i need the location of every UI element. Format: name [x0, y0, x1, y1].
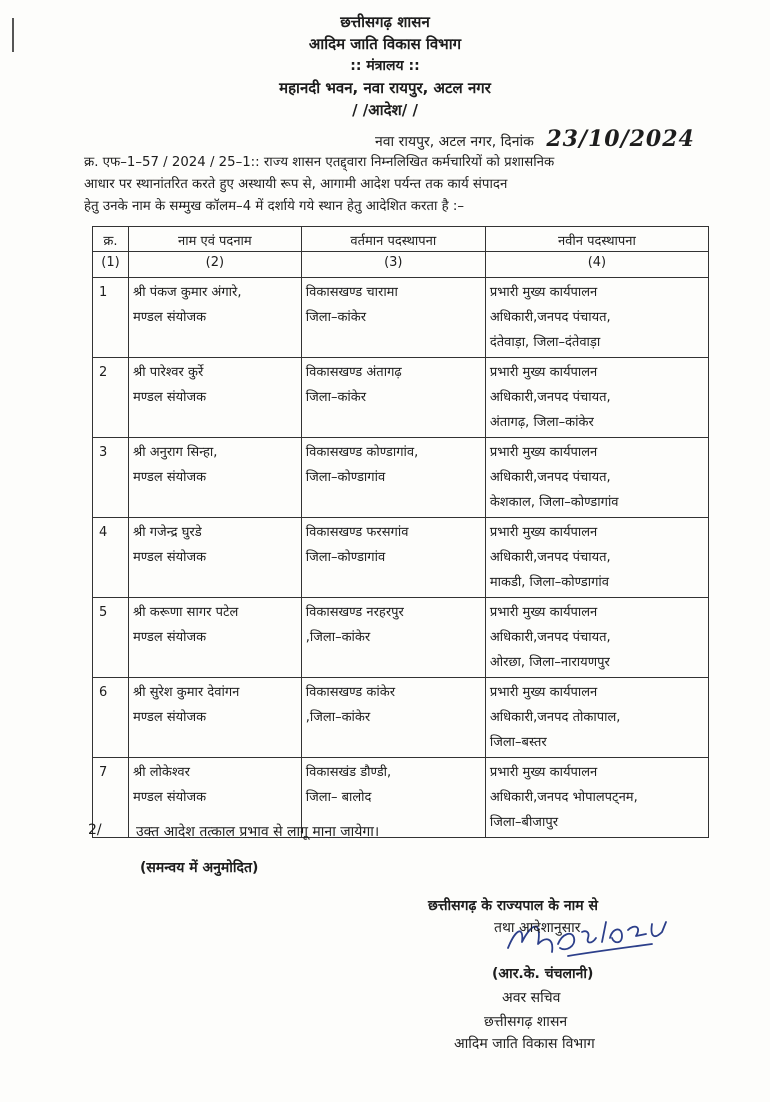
- row-name-cell: [128, 678, 301, 758]
- paragraph-2-number: 2/: [88, 822, 102, 838]
- col-number-4: (4): [485, 252, 708, 278]
- new-location: केशकाल, जिला–कोण्डागांव: [489, 495, 619, 510]
- row-sno: 3: [93, 438, 129, 518]
- new-location: जिला–बीजापुर: [489, 815, 559, 830]
- row-sno: 2: [93, 358, 129, 438]
- govt-title: छत्तीसगढ़ शासन: [340, 13, 430, 31]
- department-title: आदिम जाति विकास विभाग: [308, 35, 462, 53]
- row-name-cell: [128, 598, 301, 678]
- order-line-1: क्र. एफ–1–57 / 2024 / 25–1:: राज्य शासन एतद्द्वारा निम्नलिखित कर्मचारियों को प्रशासनिक: [84, 155, 555, 170]
- new-location: ओरछा, जिला–नारायणपुर: [489, 655, 610, 670]
- current-block: विकासखण्ड कोण्डागांव,: [305, 445, 419, 460]
- employee-designation: मण्डल संयोजक: [132, 630, 207, 645]
- new-office: अधिकारी,जनपद पंचायत,: [489, 550, 611, 565]
- employee-name: श्री पंकज कुमार अंगारे,: [132, 285, 242, 300]
- row-new-cell: [485, 598, 708, 678]
- signatory-government: छत्तीसगढ़ शासन: [484, 1014, 568, 1030]
- row-current-cell: [301, 358, 485, 438]
- signatory-name: (आर.के. चंचलानी): [492, 966, 594, 982]
- header-name: नाम एवं पदनाम: [128, 227, 301, 252]
- current-block: विकासखण्ड चारामा: [305, 285, 398, 300]
- employee-name: श्री करूणा सागर पटेल: [132, 605, 239, 620]
- row-sno: 7: [93, 758, 129, 838]
- new-post: प्रभारी मुख्य कार्यपालन: [489, 765, 598, 780]
- employee-designation: मण्डल संयोजक: [132, 390, 207, 405]
- new-location: माकडी, जिला–कोण्डागांव: [489, 575, 609, 590]
- order-line-3: हेतु उनके नाम के सम्मुख कॉलम–4 में दर्शाये गये स्थान हेतु आदेशित करता है :–: [84, 199, 465, 214]
- employee-name: श्री सुरेश कुमार देवांगन: [132, 685, 240, 700]
- new-post: प्रभारी मुख्य कार्यपालन: [489, 685, 598, 700]
- new-office: अधिकारी,जनपद पंचायत,: [489, 390, 611, 405]
- table-row: [93, 358, 709, 438]
- new-post: प्रभारी मुख्य कार्यपालन: [489, 525, 598, 540]
- new-location: जिला–बस्तर: [489, 735, 547, 750]
- col-number-1: (1): [93, 252, 129, 278]
- table-row: [93, 278, 709, 358]
- employee-designation: मण्डल संयोजक: [132, 310, 207, 325]
- table-row: [93, 438, 709, 518]
- current-block: विकासखण्ड कांकेर: [305, 685, 396, 700]
- transfer-table: [92, 226, 709, 838]
- row-name-cell: [128, 278, 301, 358]
- row-new-cell: [485, 358, 708, 438]
- address-line: महानदी भवन, नवा रायपुर, अटल नगर: [279, 79, 491, 97]
- handwritten-date: 23/10/2024: [546, 126, 695, 152]
- row-new-cell: [485, 518, 708, 598]
- approval-note: (समन्वय में अनुमोदित): [140, 860, 259, 876]
- row-new-cell: [485, 278, 708, 358]
- order-line-2: आधार पर स्थानांतरित करते हुए अस्थायी रूप से, आगामी आदेश पर्यन्त तक कार्य संपादन: [84, 177, 508, 192]
- signatory-department: आदिम जाति विकास विभाग: [454, 1036, 595, 1052]
- table-row: [93, 598, 709, 678]
- row-sno: 6: [93, 678, 129, 758]
- row-current-cell: [301, 598, 485, 678]
- row-new-cell: [485, 438, 708, 518]
- header-sno: क्र.: [93, 227, 129, 252]
- new-post: प्रभारी मुख्य कार्यपालन: [489, 365, 598, 380]
- new-location: दंतेवाड़ा, जिला–दंतेवाड़ा: [489, 335, 601, 350]
- order-authority-line: तथा आदेशानुसार: [494, 920, 581, 936]
- row-name-cell: [128, 438, 301, 518]
- header-new-posting: नवीन पदस्थापना: [485, 227, 708, 252]
- order-heading: / /आदेश/ /: [352, 101, 418, 119]
- row-current-cell: [301, 678, 485, 758]
- current-block: विकासखण्ड फरसगांव: [305, 525, 409, 540]
- table-row: [93, 678, 709, 758]
- dateline-place: नवा रायपुर, अटल नगर, दिनांक: [375, 134, 534, 150]
- new-office: अधिकारी,जनपद पंचायत,: [489, 630, 611, 645]
- current-district: जिला–कांकेर: [305, 310, 367, 325]
- current-district: ,जिला–कांकेर: [305, 630, 371, 645]
- new-office: अधिकारी,जनपद पंचायत,: [489, 470, 611, 485]
- new-post: प्रभारी मुख्य कार्यपालन: [489, 285, 598, 300]
- current-block: विकासखंड डौण्डी,: [305, 765, 392, 780]
- row-sno: 5: [93, 598, 129, 678]
- table-header-row: [93, 227, 709, 252]
- current-district: जिला–कोण्डागांव: [305, 550, 386, 565]
- new-location: अंतागढ़, जिला–कांकेर: [489, 415, 594, 430]
- current-district: ,जिला–कांकेर: [305, 710, 371, 725]
- employee-name: श्री अनुराग सिन्हा,: [132, 445, 218, 460]
- row-current-cell: [301, 438, 485, 518]
- current-block: विकासखण्ड अंतागढ़: [305, 365, 402, 380]
- new-office: अधिकारी,जनपद भोपालपट्नम,: [489, 790, 638, 805]
- employee-designation: मण्डल संयोजक: [132, 710, 207, 725]
- row-new-cell: [485, 678, 708, 758]
- header-current-posting: वर्तमान पदस्थापना: [301, 227, 485, 252]
- col-number-3: (3): [301, 252, 485, 278]
- row-sno: 4: [93, 518, 129, 598]
- employee-name: श्री पारेश्वर कुर्रे: [132, 365, 204, 380]
- signatory-designation: अवर सचिव: [502, 990, 561, 1006]
- row-current-cell: [301, 278, 485, 358]
- employee-name: श्री लोकेश्वर: [132, 765, 190, 780]
- new-office: अधिकारी,जनपद पंचायत,: [489, 310, 611, 325]
- current-district: जिला–कांकेर: [305, 390, 367, 405]
- table-column-number-row: [93, 252, 709, 278]
- row-name-cell: [128, 518, 301, 598]
- paragraph-2-text: उक्त आदेश तत्काल प्रभाव से लागू माना जायेगा।: [136, 824, 380, 840]
- row-sno: 1: [93, 278, 129, 358]
- governor-line: छत्तीसगढ़ के राज्यपाल के नाम से: [428, 898, 598, 914]
- new-office: अधिकारी,जनपद तोकापाल,: [489, 710, 621, 725]
- current-block: विकासखण्ड नरहरपुर: [305, 605, 404, 620]
- order-paragraph: [84, 152, 716, 218]
- current-district: जिला–कोण्डागांव: [305, 470, 386, 485]
- new-post: प्रभारी मुख्य कार्यपालन: [489, 605, 598, 620]
- current-district: जिला– बालोद: [305, 790, 372, 805]
- col-number-2: (2): [128, 252, 301, 278]
- ministry-label: :: मंत्रालय ::: [350, 58, 420, 74]
- row-name-cell: [128, 358, 301, 438]
- employee-designation: मण्डल संयोजक: [132, 790, 207, 805]
- employee-designation: मण्डल संयोजक: [132, 550, 207, 565]
- employee-designation: मण्डल संयोजक: [132, 470, 207, 485]
- table-row: [93, 518, 709, 598]
- row-new-cell: [485, 758, 708, 838]
- new-post: प्रभारी मुख्य कार्यपालन: [489, 445, 598, 460]
- employee-name: श्री गजेन्द्र घुरडे: [132, 525, 202, 540]
- dateline: [375, 126, 695, 152]
- row-current-cell: [301, 518, 485, 598]
